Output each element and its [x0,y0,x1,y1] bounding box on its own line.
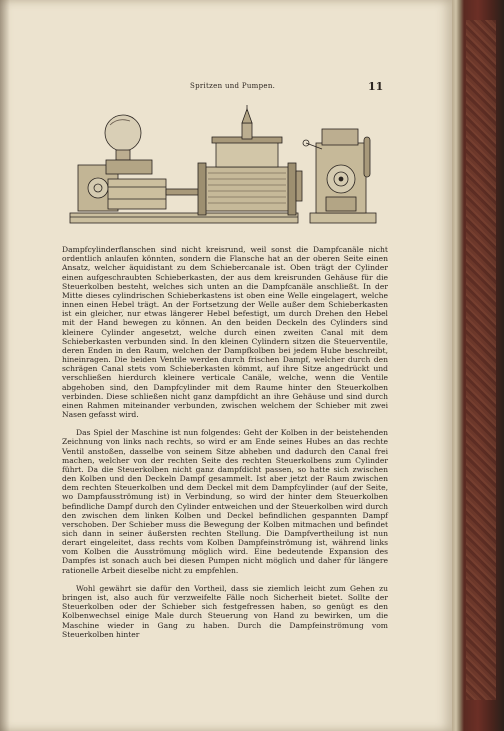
paragraph-3: Wohl gewährt sie dafür den Vortheil, dass sie ziemlich leicht zum Gehen zu bringen ist, also auch für verzweifelte Fälle noch Sicherheit bietet. Sollte der Steuerkolben oder der Schieber sich festgefressen haben, so genügt es den Kolbenwechsel einige Male durch Steuerung von Hand zu bewirken, um die Maschine wieder in Gang zu haben. Durch die Dampfeinströmung vom Steuerkolben hinter [62,583,388,639]
running-head: Spritzen und Pumpen. [190,82,276,90]
page-header [0,82,452,96]
paragraph-2: Das Spiel der Maschine ist nun folgendes: Geht der Kolben in der beistehenden Zeichnung von links nach rechts, so wird er am Ende seines Hubes an das rechte Ventil anstoßen, dasselbe von seinem Sitze abheben und dadurch den Canal frei machen, welcher von der rechten Seite des rechten Steuerkolbens zum Cylinder führt. Da die Steuerkolben nicht ganz dampfdicht passen, so hatte sich zwischen den Kolben und den Deckeln Dampf gesammelt. Ist aber jetzt der Raum zwischen dem rechten Steuerkolben und dem Deckel mit dem Dampfcylinder (auf der Seite, wo Dampfausströmung ist) in Verbindung, so wird der hinter dem Steuerkolben befindliche Dampf durch den Cylinder entweichen und der Steuerkolben wird durch den zwischen dem linken Kolben und Deckel befindlichen gespannten Dampf verschoben. Der Schieber muss die Bewegung der Kolben mitmachen und befindet sich dann in seiner äußersten rechten Stellung. Die Dampfvertheilung ist nun derart eingeleitet, dass rechts vom Kolben Dampfeinströmung ist, während links vom Kolben die Ausströmung möglich wird. Eine bedeutende Expansion des Dampfes ist sonach auch bei diesen Pumpen nicht möglich und daher für längere rationelle Arbeit dieselbe nicht zu empfehlen. [62,428,388,575]
steam-pump-engraving [68,105,384,230]
book-cover-edge [452,0,504,731]
paragraph-1: Dampfcylinderflanschen sind nicht kreisrund, weil sonst die Dampfcanäle nicht ordentlich anlaufen könnten, sondern die Flansche hat an der oberen Seite einen Ansatz, welcher äquidistant zu dem Schiebercanale ist. Oben trägt der Cylinder einen aufgeschraubten Schieberkasten, der aus dem kreisrunden Gehäuse für die Steuerkolben besteht, welches sich unten an die Dampfcanäle anschließt. In der Mitte dieses cylindrischen Schieberkastens ist oben eine Welle eingelagert, welche innen einen Hebel trägt. An der Fortsetzung der Welle außer dem Schieberkasten ist ein gleicher, nur etwas längerer Hebel befestigt, um durch Drehen den Hebel mit der Hand bewegen zu können. An den beiden Deckeln des Cylinders sind kleinere Cylinder angesetzt, welche durch einen zweiten Canal mit dem Schieberkasten verbunden sind. In den kleinen Cylindern sitzen die Steuerventile, deren Enden in den Raum, welchen der Dampfkolben bei jedem Hube beschreibt, hineinragen. Die beiden Ventile werden durch frischen Dampf, welcher durch den schrägen Canal stets vom Schieberkasten kömmt, auf ihre Sitze angedrückt und verschließen hierdurch kleinere verticale Canäle, welche, wenn die Ventile abgehoben sind, den Dampfcylinder mit dem Raume hinter den Steuerkolben verbinden. Diese schließen nicht ganz dampfdicht an ihre Gehäuse und sind durch einen Rahmen miteinander verbunden, zwischen welchem der Schieber mit zwei Nasen gefasst wird. [62,245,388,419]
body-text [62,236,388,648]
page-number: 11 [368,80,384,93]
cover-cloth [466,20,496,700]
spine-shadow [0,0,10,731]
